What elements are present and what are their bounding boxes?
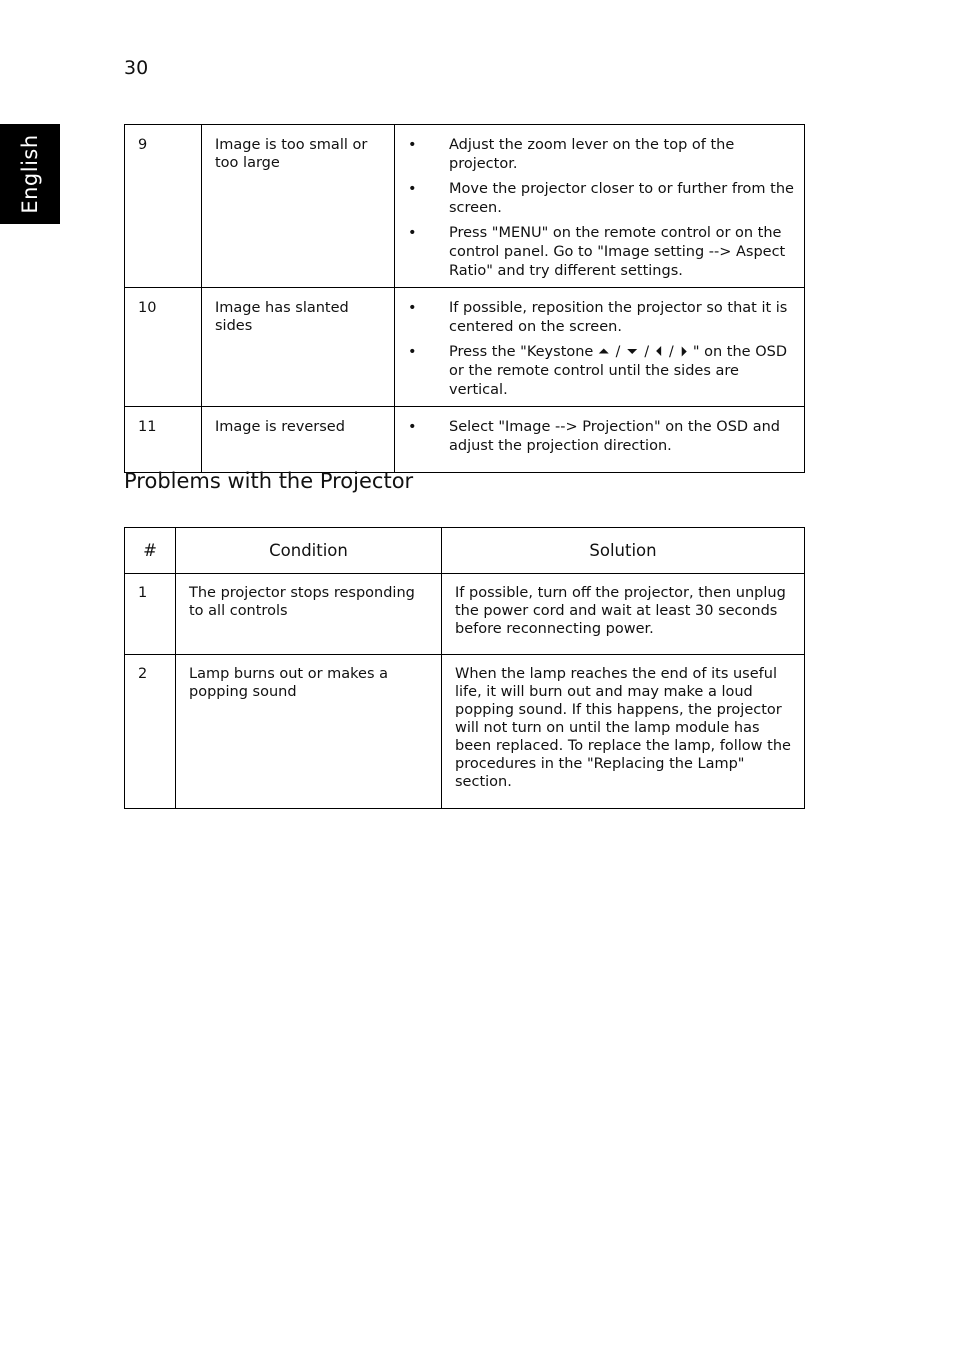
solution-list xyxy=(408,136,794,281)
row-condition: Image is reversed xyxy=(202,407,395,473)
troubleshooting-table-continued xyxy=(124,124,805,473)
table-row xyxy=(125,288,805,407)
language-side-tab-label: English xyxy=(18,134,42,214)
table-row xyxy=(125,574,805,655)
table-row xyxy=(125,655,805,809)
row-solution xyxy=(395,288,805,407)
row-solution xyxy=(395,407,805,473)
table-header-row xyxy=(125,528,805,574)
header-number: # xyxy=(125,528,176,574)
row-condition: Image has slanted sides xyxy=(202,288,395,407)
row-condition: Image is too small or too large xyxy=(202,125,395,288)
solution-text-start: Press the "Keystone xyxy=(449,344,594,360)
solution-item: • Move the projector closer to or further from the screen. xyxy=(408,180,794,218)
language-side-tab xyxy=(0,124,60,224)
solution-list xyxy=(408,418,794,456)
row-condition: Lamp burns out or makes a popping sound xyxy=(176,655,442,809)
header-condition: Condition xyxy=(176,528,442,574)
row-number: 9 xyxy=(125,125,202,288)
table-row xyxy=(125,407,805,473)
row-solution xyxy=(395,125,805,288)
header-solution: Solution xyxy=(442,528,805,574)
row-number: 2 xyxy=(125,655,176,809)
table-row xyxy=(125,125,805,288)
page-number: 30 xyxy=(124,57,149,79)
keystone-arrows-icon: ⏶ / ⏷ / ⏴ / ⏵ xyxy=(597,344,689,360)
projector-problems-table xyxy=(124,527,805,809)
solution-item: • Adjust the zoom lever on the top of the projector. xyxy=(408,136,794,174)
row-solution: When the lamp reaches the end of its useful life, it will burn out and may make a loud popping sound. If this happens, the projector will not turn on until the lamp module has been replaced. To replace the lamp, follow the procedures in the "Replacing the Lamp" section. xyxy=(442,655,805,809)
solution-item: • Press "MENU" on the remote control or on the control panel. Go to "Image setting --> Aspect Ratio" and try different settings. xyxy=(408,224,794,281)
section-heading: Problems with the Projector xyxy=(124,469,414,493)
solution-item: • If possible, reposition the projector so that it is centered on the screen. xyxy=(408,299,794,337)
row-condition: The projector stops responding to all controls xyxy=(176,574,442,655)
row-number: 10 xyxy=(125,288,202,407)
row-number: 11 xyxy=(125,407,202,473)
row-solution: If possible, turn off the projector, then unplug the power cord and wait at least 30 seconds before reconnecting power. xyxy=(442,574,805,655)
solution-item: • Select "Image --> Projection" on the OSD and adjust the projection direction. xyxy=(408,418,794,456)
solution-list xyxy=(408,299,794,400)
row-number: 1 xyxy=(125,574,176,655)
solution-item xyxy=(408,343,794,400)
solution-text-end: " on the OSD or the remote control until the sides are vertical. xyxy=(449,344,787,398)
